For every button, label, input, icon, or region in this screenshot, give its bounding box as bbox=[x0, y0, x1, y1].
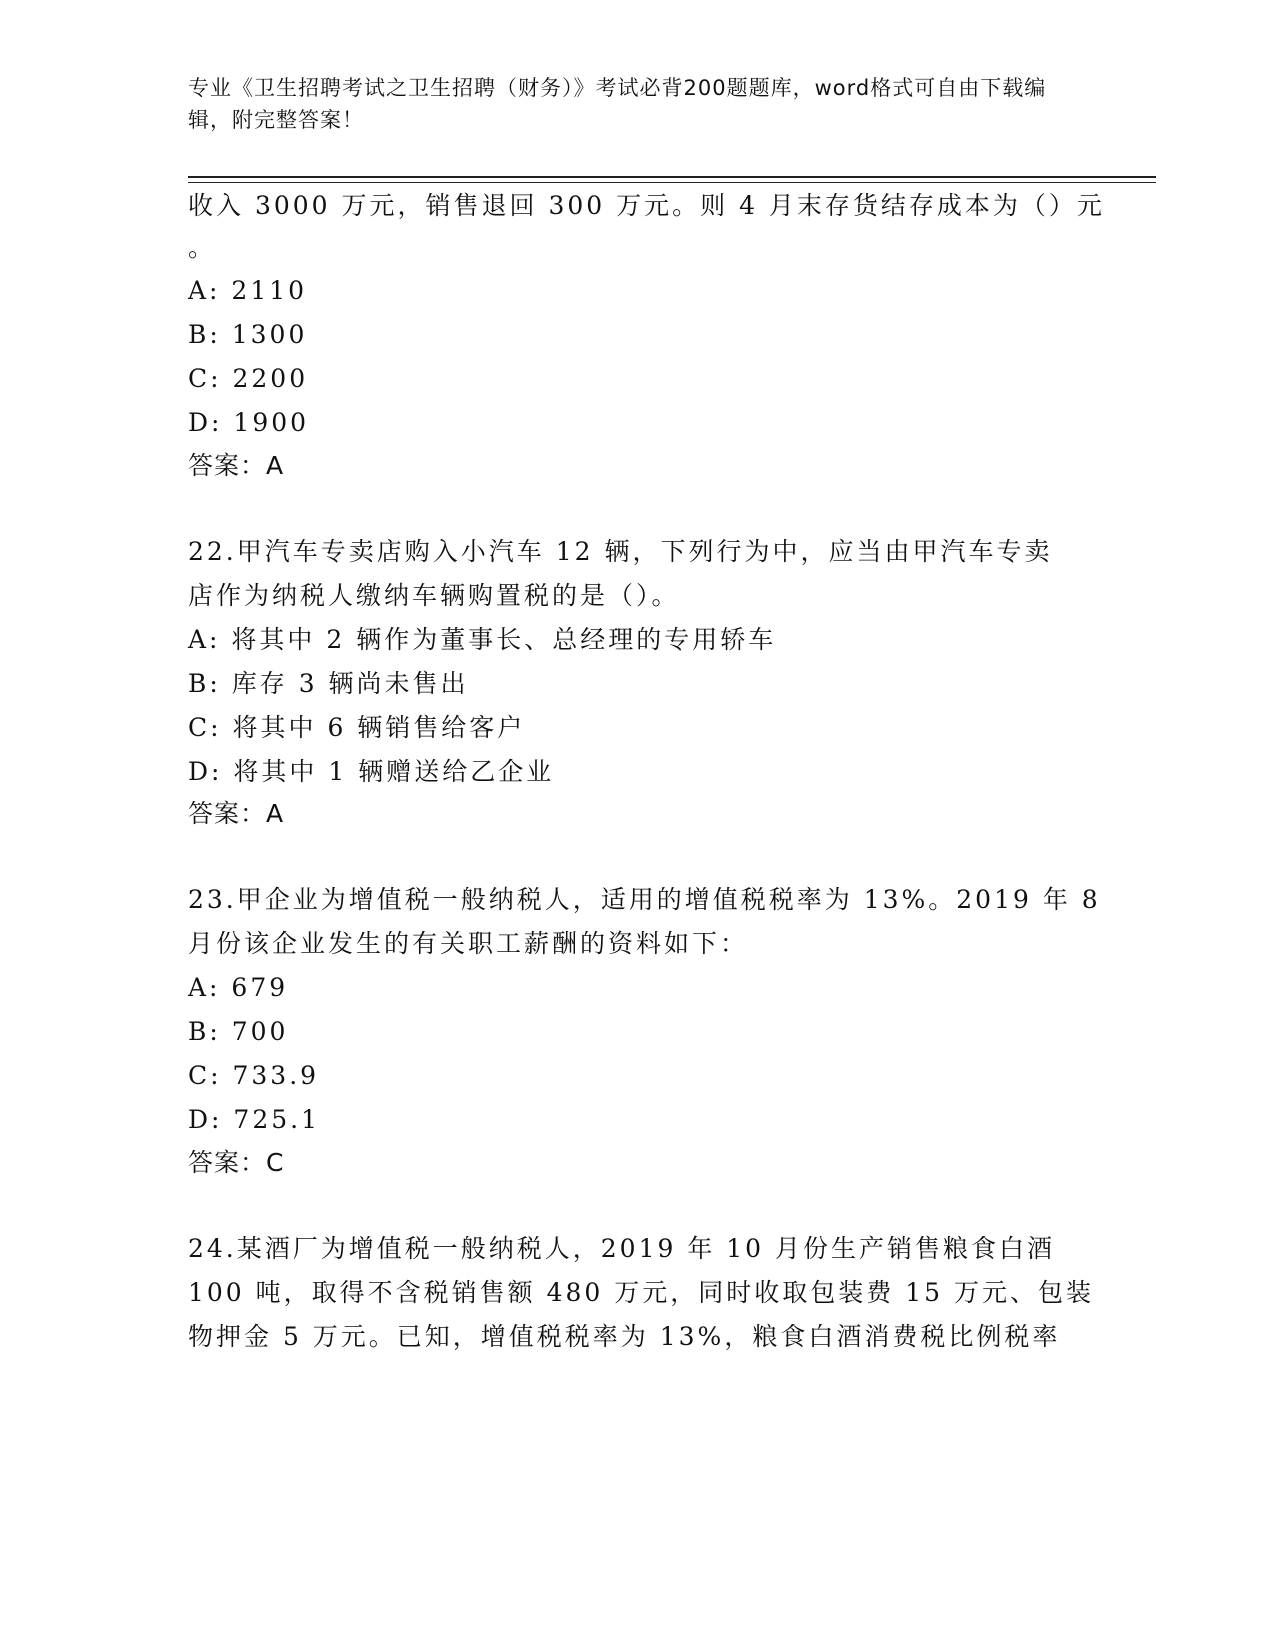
q21-option-d: D: 1900 bbox=[188, 408, 310, 437]
q21-answer: 答案：A bbox=[188, 451, 285, 480]
q23-option-a: A: 679 bbox=[188, 973, 289, 1002]
q23-stem-line2: 月份该企业发生的有关职工薪酬的资料如下： bbox=[188, 929, 749, 958]
q24-stem-line3: 物押金 5 万元。已知，增值税税率为 13%，粮食白酒消费税比例税率 bbox=[188, 1322, 1061, 1351]
q23-option-d: D: 725.1 bbox=[188, 1105, 320, 1134]
document-header: 专业《卫生招聘考试之卫生招聘（财务）》考试必背200题题库，word格式可自由下载编辑，附完整答案！ bbox=[188, 76, 1047, 132]
q23-option-b: B: 700 bbox=[188, 1017, 289, 1046]
q21-option-a: A: 2110 bbox=[188, 276, 308, 305]
q23-option-c: C: 733.9 bbox=[188, 1061, 320, 1090]
q23-stem-line1: 23.甲企业为增值税一般纳税人，适用的增值税税率为 13%。2019 年 8 bbox=[188, 885, 1101, 914]
q21-stem-line1: 收入 3000 万元，销售退回 300 万元。则 4 月末存货结存成本为（）元 bbox=[188, 191, 1105, 220]
q21-option-b: B: 1300 bbox=[188, 320, 308, 349]
q24-stem-line2: 100 吨，取得不含税销售额 480 万元，同时收取包装费 15 万元、包装 bbox=[188, 1278, 1094, 1307]
q21-stem-line2: 。 bbox=[188, 233, 217, 262]
q22-option-d: D: 将其中 1 辆赠送给乙企业 bbox=[188, 757, 555, 786]
q24-stem-line1: 24.某酒厂为增值税一般纳税人，2019 年 10 月份生产销售粮食白酒 bbox=[188, 1234, 1056, 1263]
q22-option-b: B: 库存 3 辆尚未售出 bbox=[188, 669, 469, 698]
q22-option-a: A: 将其中 2 辆作为董事长、总经理的专用轿车 bbox=[188, 625, 777, 654]
q23-answer: 答案：C bbox=[188, 1148, 285, 1177]
header-rule-thin bbox=[188, 182, 1156, 183]
q21-option-c: C: 2200 bbox=[188, 364, 309, 393]
q22-stem-line2: 店作为纳税人缴纳车辆购置税的是（）。 bbox=[188, 581, 680, 610]
q22-option-c: C: 将其中 6 辆销售给客户 bbox=[188, 713, 526, 742]
q22-answer: 答案：A bbox=[188, 799, 285, 828]
header-rule-thick bbox=[188, 176, 1156, 178]
q22-stem-line1: 22.甲汽车专卖店购入小汽车 12 辆，下列行为中，应当由甲汽车专卖 bbox=[188, 537, 1053, 566]
